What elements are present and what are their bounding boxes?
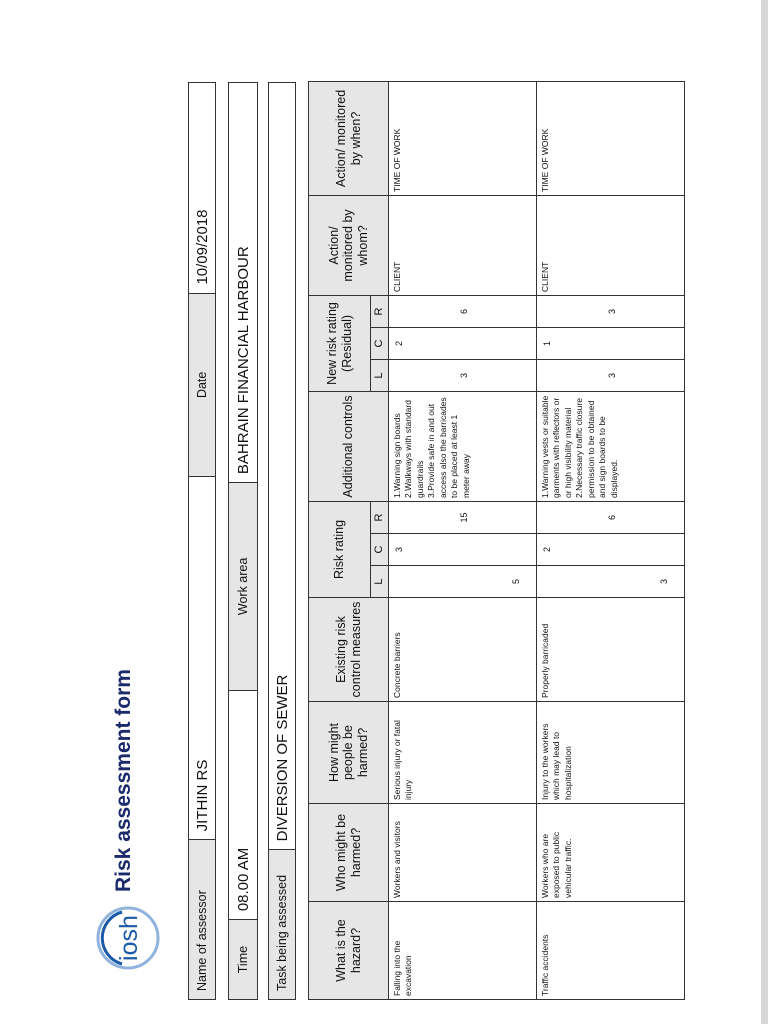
cell-additional [389,391,537,501]
sub-c: C [371,534,389,566]
sub-r: R [371,501,389,533]
sub-new-r: R [371,295,389,327]
control-item: 1.Warning vests or suitable garments with reflectors or or high visibility material [540,395,573,498]
task-label: Task being assessed [269,849,295,999]
cell-hazard: Falling into the excavation [389,902,537,1000]
cell-new-l: 3 [389,359,537,391]
col-hazard: What is the hazard? [309,902,389,1000]
control-item: 2.Necessary traffic closure permission to be obtained and sign boards to be displayed. [574,397,619,498]
table-row [389,81,537,999]
col-risk-rating: Risk rating [309,501,371,597]
control-item: 3.Provide safe in and out access also the barricades to be placed at least 1 meter away [426,397,471,498]
col-how: How might people be harmed? [309,702,389,804]
time-workarea-row [228,82,258,1000]
time-value: 08.00 AM [229,690,257,920]
col-who: Who might be harmed? [309,804,389,902]
cell-new-c: 1 [537,327,685,359]
col-new-rating: New risk rating (Residual) [309,295,371,391]
assessor-value: JITHIN RS [189,476,215,839]
cell-how: Injury to the workers which may lead to hospitalization [537,702,685,804]
cell-new-l: 3 [537,359,685,391]
cell-existing: Concrete barriers [389,598,537,702]
logo-text: iosh [115,915,143,961]
sub-new-l: L [371,359,389,391]
risk-table [308,81,685,1000]
sub-new-c: C [371,327,389,359]
table-row [537,81,685,999]
form-title: Risk assessment form [112,669,135,892]
assessor-date-row [188,82,216,1000]
cell-who: Workers and visitors [389,804,537,902]
cell-existing: Properly barricaded [537,598,685,702]
cell-additional [537,391,685,501]
cell-l: 3 [537,566,685,598]
work-area-value: BAHRAIN FINANCIAL HARBOUR [234,246,252,475]
cell-how: Serious injury or fatal injury [389,702,537,804]
work-area-label: Work area [229,482,257,690]
cell-action-when: TIME OF WORK [537,81,685,195]
time-label: Time [229,919,257,999]
date-label: Date [189,293,215,477]
cell-c: 2 [537,534,685,566]
sub-l: L [371,566,389,598]
cell-action-whom: CLIENT [537,195,685,295]
col-additional: Additional controls [309,391,389,501]
cell-c: 3 [389,534,537,566]
cell-new-r: 3 [537,295,685,327]
control-item: 1.Warning sign boards [392,413,402,498]
cell-action-whom: CLIENT [389,195,537,295]
cell-new-r: 6 [389,295,537,327]
assessor-label: Name of assessor [189,839,215,999]
cell-new-c: 2 [389,327,537,359]
col-existing: Existing risk control measures [309,598,389,702]
cell-who: Workers who are exposed to public vehicular traffic. [537,804,685,902]
task-value: DIVERSION OF SEWER [273,674,291,842]
control-item: 2.Walkways with standard guardrails [403,400,425,498]
col-action-whom: Action/ monitored by whom? [309,195,389,295]
cell-r: 15 [389,501,537,533]
cell-hazard: Traffic accidents [537,902,685,1000]
col-action-when: Action/ monitored by when? [309,81,389,195]
cell-l: 5 [389,566,537,598]
task-row [268,82,296,1000]
cell-r: 6 [537,501,685,533]
iosh-logo [92,902,164,974]
date-value: 10/09/2018 [193,209,211,285]
cell-action-when: TIME OF WORK [389,81,537,195]
